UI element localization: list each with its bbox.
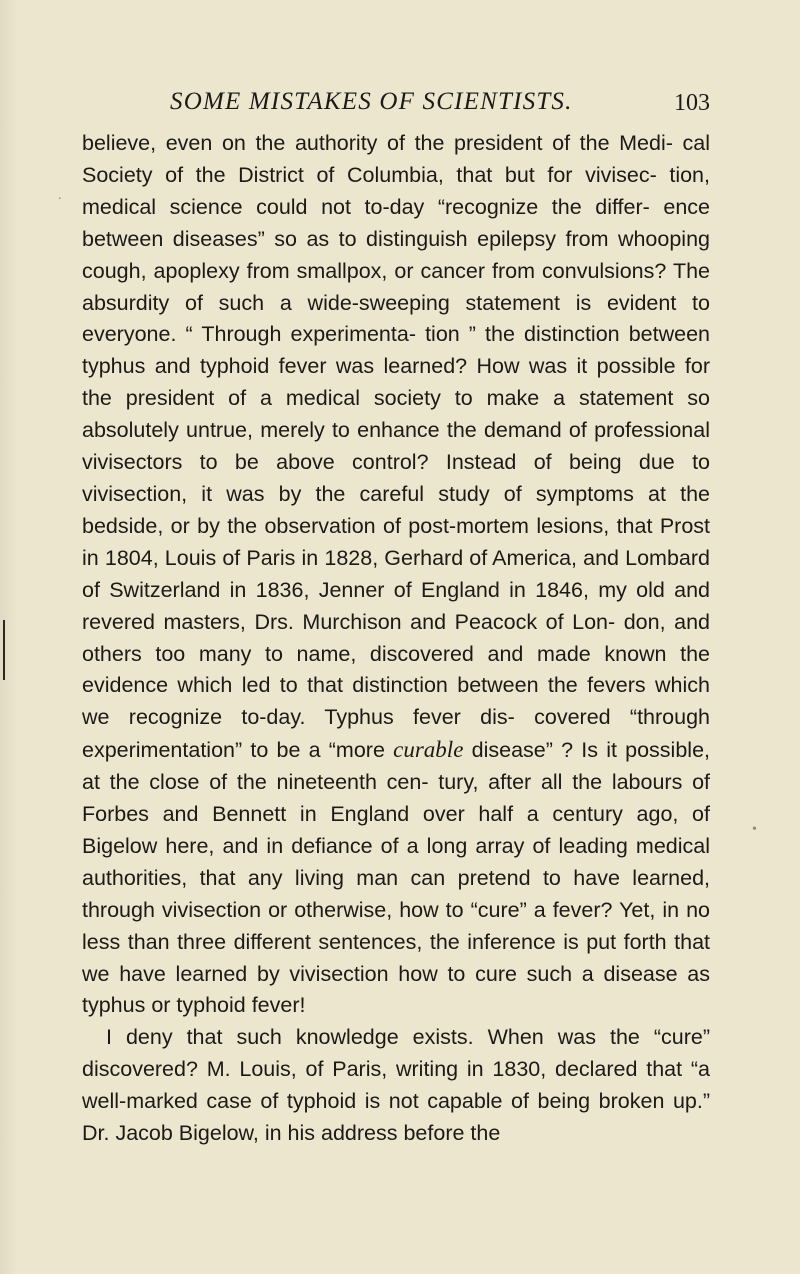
paragraph-2: I deny that such knowledge exists. When was the “cure” discovered? M. Louis, of Paris, writing in 1830, declared that “a well-marked case of typhoid is not capable of being broken up.” Dr. Jacob Bigelow, in his address before the (82, 1025, 710, 1146)
paragraph-1 (82, 128, 710, 1022)
margin-mark: • (752, 822, 757, 837)
paragraph-1-text-a: believe, even on the authority of the president of the Medi- cal Society of the District of Columbia, that but for vivisec- tion, medical science could not to-day “recognize the differ- ence between diseases” so as to distinguish epilepsy from whooping cough, apoplexy from smallpox, or cancer from convulsions? The absurdity of such a wide-sweeping statement is evident to everyone. “ Through experimenta- tion ” the distinction between typhus and typhoid fever was learned? How was it possible for the president of a medical society to make a statement so absolutely untrue, merely to enhance the demand of professional vivisectors to be above control? Instead of being due to vivisection, it was by the careful study of symptoms at the bedside, or by the observation of post-mortem lesions, that Prost in 1804, Louis of Paris in 1828, Gerhard of America, and Lombard of Switzerland in 1836, Jenner of England in 1846, my old and revered masters, Drs. Murchison and Peacock of Lon- don, and others too many to name, discovered and made known the evidence which led to that distinction between the fevers which we recognize to-day. Typhus fever dis- covered “through experimentation” to be a “more (82, 131, 710, 763)
page-number: 103 (674, 90, 710, 116)
paragraph-1-text-b: disease” ? Is it possible, at the close of the nineteenth cen- tury, after all the labours of Forbes and Bennett in England over half a century ago, of Bigelow here, and in defiance of a long array of leading medical authorities, that any living man can pretend to have learned, through vivisection or otherwise, how to “cure” a fever? Yet, in no less than three different sentences, the inference is put forth that we have learned by vivisection how to cure such a disease as typhus or typhoid fever! (82, 738, 711, 1018)
body-text (82, 128, 710, 1150)
running-head: SOME MISTAKES OF SCIENTISTS. (170, 88, 573, 115)
binding-edge-mark (3, 620, 5, 680)
italic-word-curable: curable (393, 737, 464, 763)
page-header (82, 88, 710, 128)
margin-dot: . (58, 188, 62, 203)
